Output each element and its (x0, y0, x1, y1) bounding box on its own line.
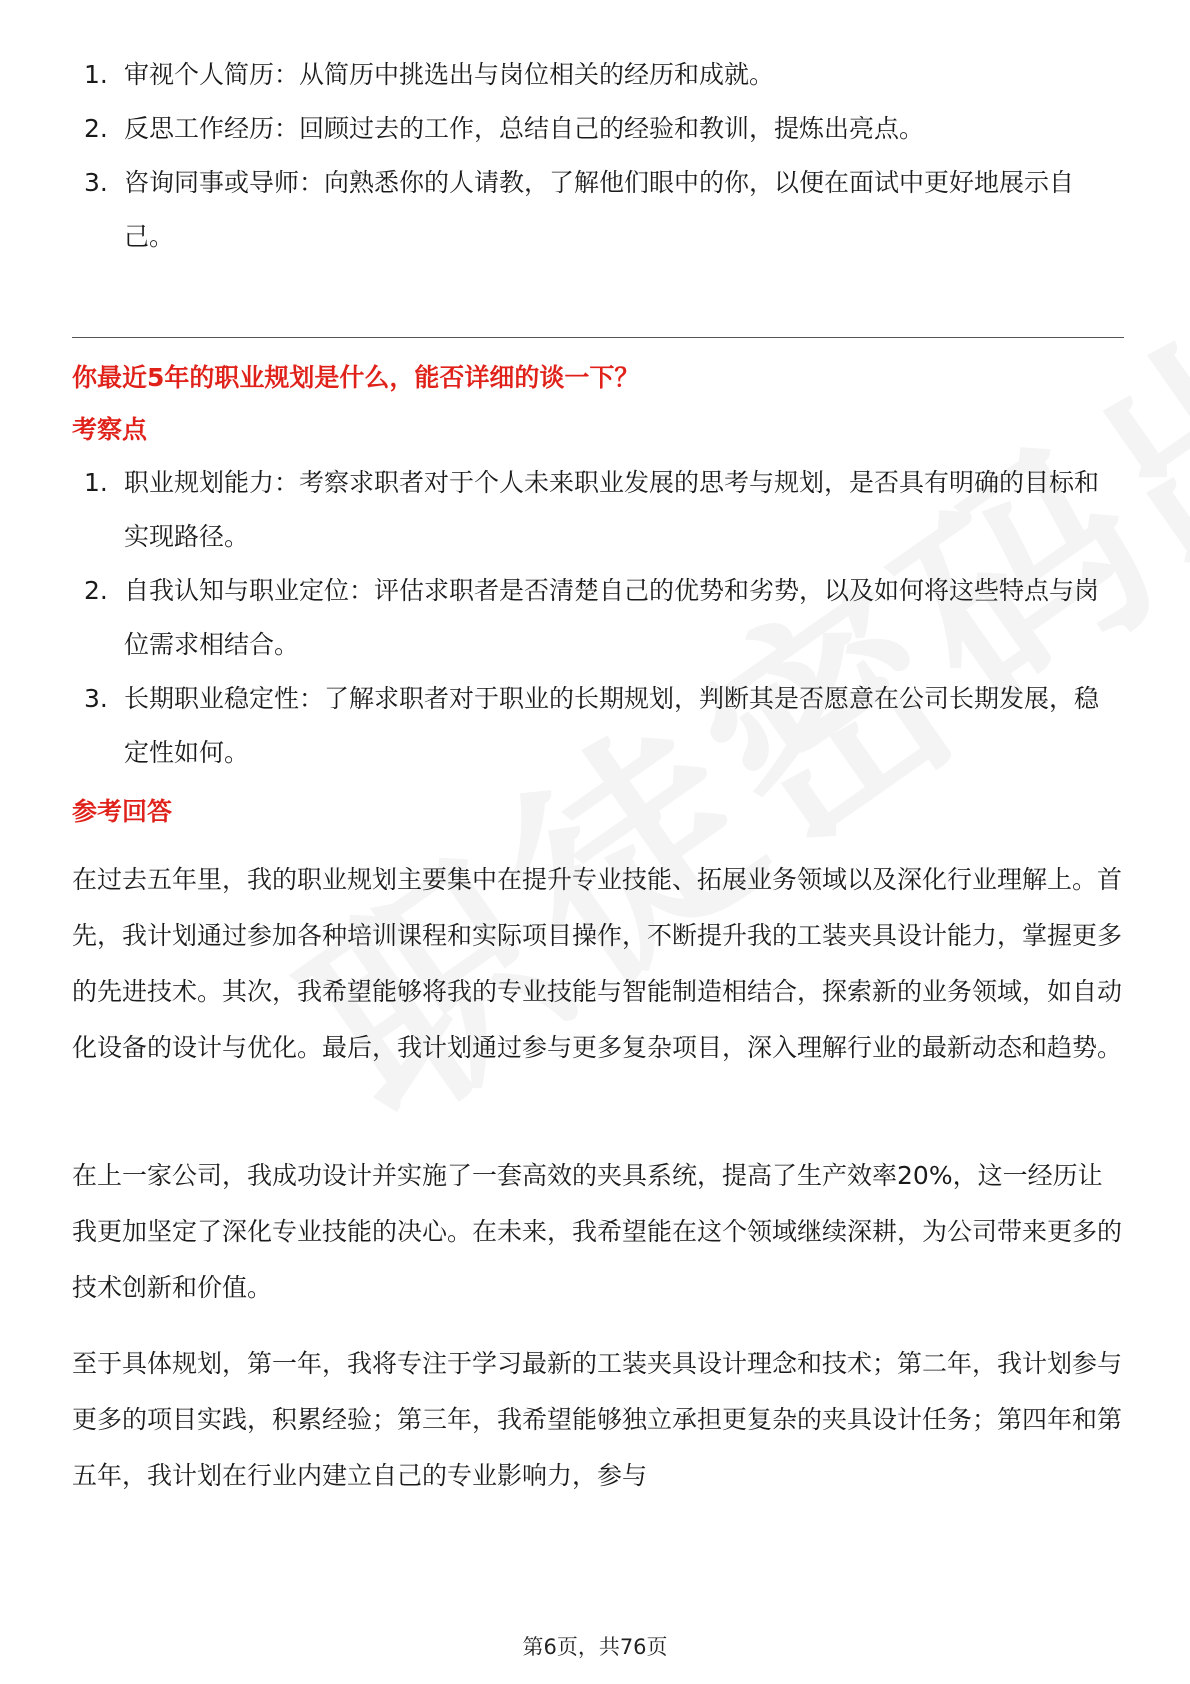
section-divider (72, 337, 1124, 338)
list-item-number: 3. (84, 168, 108, 197)
list-item (72, 102, 1122, 156)
list-item-number: 2. (84, 114, 108, 143)
answer-paragraph: 在过去五年里，我的职业规划主要集中在提升专业技能、拓展业务领域以及深化行业理解上。首先，我计划通过参加各种培训课程和实际项目操作，不断提升我的工装夹具设计能力，掌握更多的先进技术。其次，我希望能够将我的专业技能与智能制造相结合，探索新的业务领域，如自动化设备的设计与优化。最后，我计划通过参与更多复杂项目，深入理解行业的最新动态和趋势。 (72, 865, 1123, 1062)
page-footer: 第6页，共76页 (522, 1635, 668, 1659)
answer-paragraph: 在上一家公司，我成功设计并实施了一套高效的夹具系统，提高了生产效率20%，这一经历让我更加坚定了深化专业技能的决心。在未来，我希望能在这个领域继续深耕，为公司带来更多的技术创新和价值。 (72, 1161, 1123, 1302)
list-item-text: 反思工作经历：回顾过去的工作，总结自己的经验和教训，提炼出亮点。 (124, 114, 925, 143)
list-item-text: 自我认知与职业定位：评估求职者是否清楚自己的优势和劣势，以及如何将这些特点与岗位需求相结合。 (124, 576, 1100, 659)
list-item (72, 48, 1122, 102)
list-item (72, 672, 1122, 780)
list-item-text: 职业规划能力：考察求职者对于个人未来职业发展的思考与规划，是否具有明确的目标和实现路径。 (124, 468, 1100, 551)
interview-question: 你最近5年的职业规划是什么，能否详细的谈一下？ (72, 363, 640, 392)
list-item (72, 456, 1122, 564)
list-item (72, 564, 1122, 672)
answer-paragraph: 至于具体规划，第一年，我将专注于学习最新的工装夹具设计理念和技术；第二年，我计划参与更多的项目实践，积累经验；第三年，我希望能够独立承担更复杂的夹具设计任务；第四年和第五年，我计划在行业内建立自己的专业影响力，参与 (72, 1349, 1123, 1490)
list-item-text: 咨询同事或导师：向熟悉你的人请教，了解他们眼中的你，以便在面试中更好地展示自己。 (124, 168, 1075, 251)
list-item-number: 1. (84, 468, 108, 497)
list-item-number: 1. (84, 60, 108, 89)
list-item-number: 3. (84, 684, 108, 713)
list-item (72, 156, 1122, 264)
answer-heading: 参考回答 (72, 797, 173, 826)
list-item-number: 2. (84, 576, 108, 605)
list-item-text: 长期职业稳定性：了解求职者对于职业的长期规划，判断其是否愿意在公司长期发展，稳定性如何。 (124, 684, 1100, 767)
list-item-text: 审视个人简历：从简历中挑选出与岗位相关的经历和成就。 (124, 60, 775, 89)
focus-heading: 考察点 (72, 415, 148, 444)
